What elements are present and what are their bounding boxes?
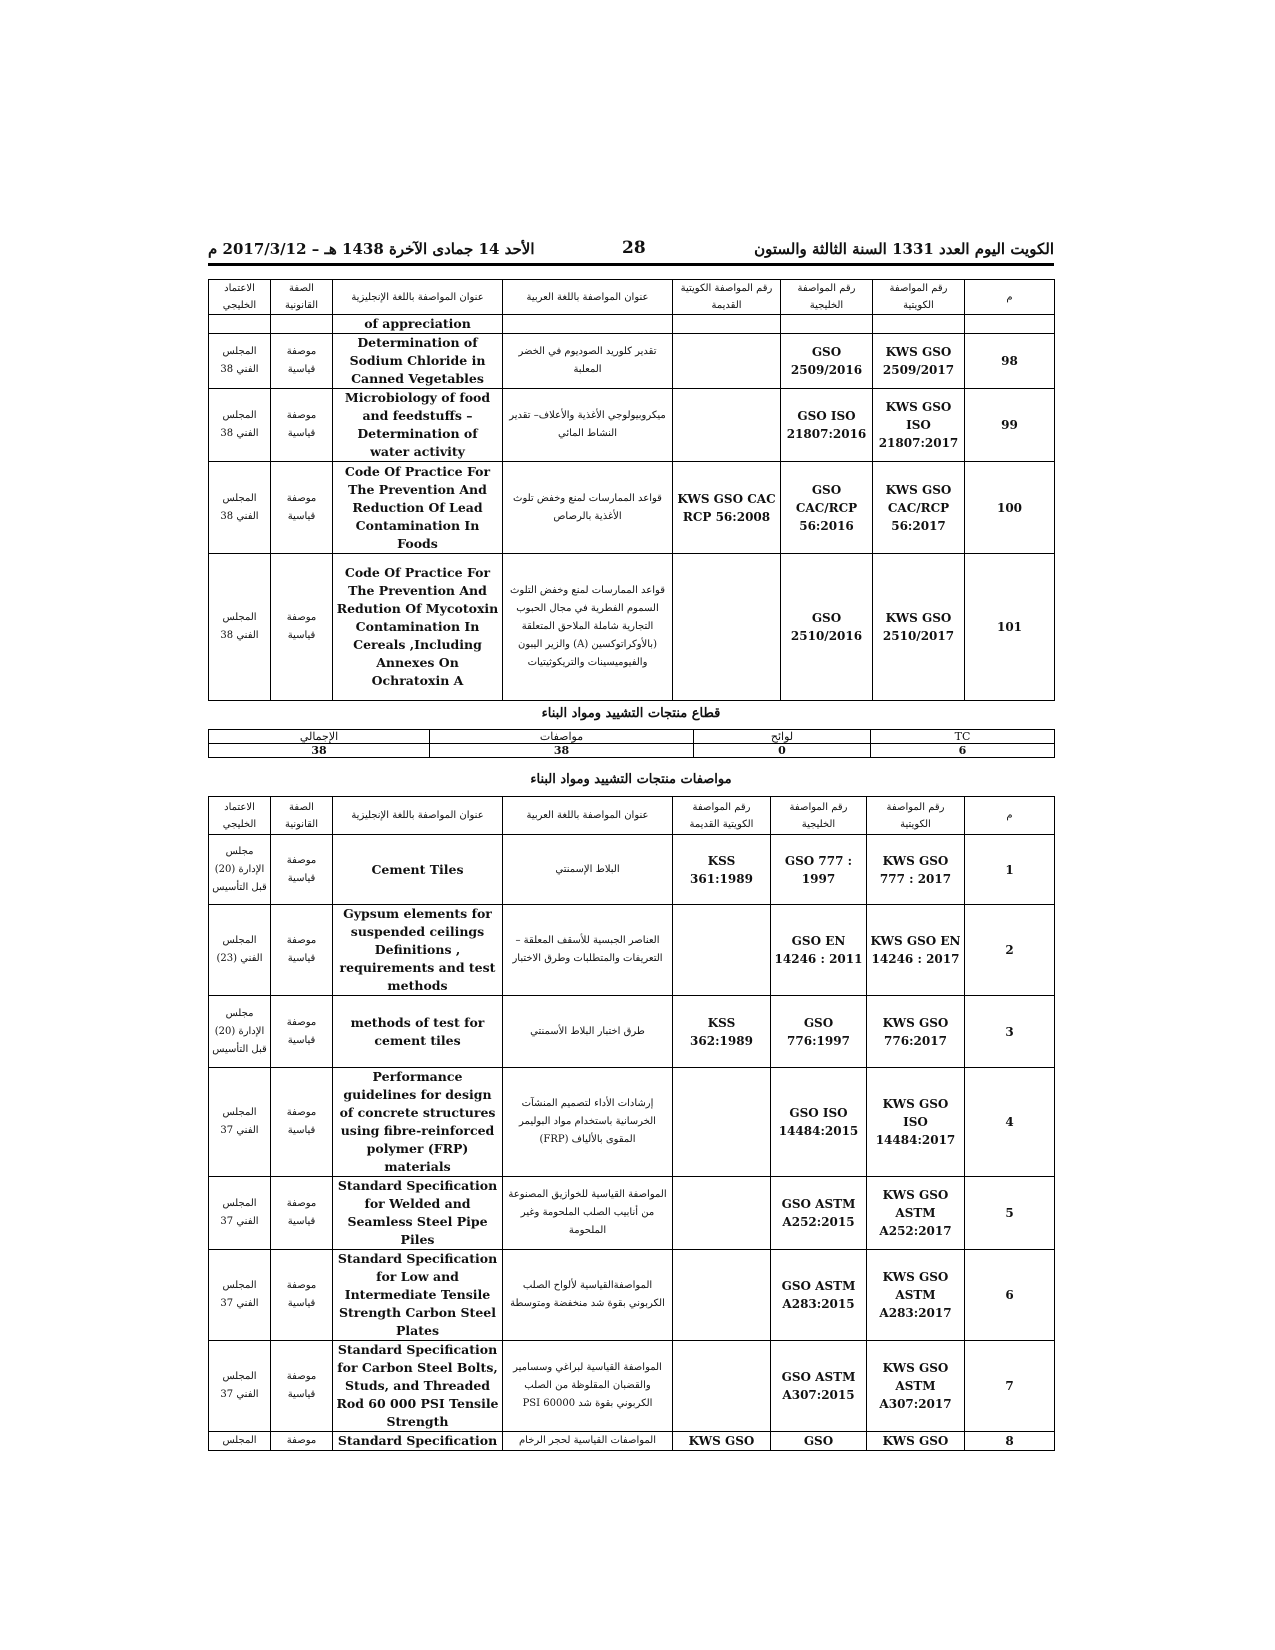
cell-en-title: Cement Tiles [333,835,503,905]
cell-old-kuwaiti: KWS GSO CAC RCP 56:2008 [673,462,781,554]
cell-kuwaiti: KWS GSO ASTM A307:2017 [867,1341,965,1432]
cell-num: 7 [965,1341,1055,1432]
cell-approval: مجلس الإدارة (20) قبل التأسيس [209,996,271,1068]
cell-ar-title: المواصفات القياسية لحجر الرخام [503,1432,673,1451]
header-publication: الكويت اليوم العدد 1331 السنة الثالثة والستون [754,240,1054,258]
cell-old-kuwaiti [673,389,781,462]
cell-num: 1 [965,835,1055,905]
cell-kuwaiti: KWS GSO [867,1432,965,1451]
cell-old-kuwaiti: KWS GSO [673,1432,771,1451]
col-header-en-title: عنوان المواصفة باللغة الإنجليزية [333,280,503,315]
header-rule [208,263,1054,266]
cell-legal: موصفة قياسية [271,835,333,905]
cell-gulf: GSO ISO 21807:2016 [781,389,873,462]
cell-legal: موصفة قياسية [271,1068,333,1177]
cell-gulf: GSO 777 : 1997 [771,835,867,905]
cell-num: 99 [965,389,1055,462]
cell-kuwaiti: KWS GSO ISO 14484:2017 [867,1068,965,1177]
cell-en-title: of appreciation [333,315,503,334]
col-header-gulf: رقم المواصفة الخليجية [771,797,867,835]
table-row [209,315,1055,334]
cell-ar-title: قواعد الممارسات لمنع وخفض تلوث الأغذية بالرصاص [503,462,673,554]
cell-num: 4 [965,1068,1055,1177]
cell-kuwaiti: KWS GSO ASTM A283:2017 [867,1250,965,1341]
cell-en-title: Performance guidelines for design of concrete structures using fibre-reinforced polymer (FRP) materials [333,1068,503,1177]
table-row [209,905,1055,996]
table-row [209,389,1055,462]
cell-ar-title: البلاط الإسمنتي [503,835,673,905]
cell-legal: موصفة قياسية [271,1250,333,1341]
cell-legal: موصفة قياسية [271,905,333,996]
cell-ar-title: المواصفة القياسية لبراغي وسسامير والقضبان المقلوظة من الصلب الكربوني بقوة شد PSI 60000 [503,1341,673,1432]
table-row [209,1068,1055,1177]
standards-table-food [208,279,1055,701]
col-header-kuwaiti: رقم المواصفة الكويتية [867,797,965,835]
cell-ar-title: إرشادات الأداء لتصميم المنشآت الخرسانية باستخدام مواد البوليمر المقوى بالألياف (FRP) [503,1068,673,1177]
cell-kuwaiti: KWS GSO 2510/2017 [873,554,965,701]
col-header-ar-title: عنوان المواصفة باللغة العربية [503,280,673,315]
cell-gulf: GSO ASTM A283:2015 [771,1250,867,1341]
table-row [209,1341,1055,1432]
cell-kuwaiti: KWS GSO CAC/RCP 56:2017 [873,462,965,554]
cell-ar-title [503,315,673,334]
cell-old-kuwaiti [673,1068,771,1177]
cell-num: 5 [965,1177,1055,1250]
cell-kuwaiti [873,315,965,334]
cell-old-kuwaiti: KSS 362:1989 [673,996,771,1068]
table-row [209,1432,1055,1451]
table-row [209,462,1055,554]
col-header-en-title: عنوان المواصفة باللغة الإنجليزية [333,797,503,835]
col-header-ar-title: عنوان المواصفة باللغة العربية [503,797,673,835]
cell-approval: المجلس [209,1432,271,1451]
cell-approval: المجلس الفني 38 [209,462,271,554]
cell-old-kuwaiti [673,1250,771,1341]
cell-num [965,315,1055,334]
cell-gulf: GSO 2509/2016 [781,334,873,389]
cell-num: 3 [965,996,1055,1068]
col-header-legal: الصفة القانونية [271,797,333,835]
cell-kuwaiti: KWS GSO 776:2017 [867,996,965,1068]
cell-approval: المجلس الفني 37 [209,1341,271,1432]
summary-regs-label: لوائح [694,730,871,744]
summary-specs-label: مواصفات [430,730,694,744]
cell-num: 8 [965,1432,1055,1451]
cell-ar-title: طرق اختبار البلاط الأسمنتي [503,996,673,1068]
header-page-number: 28 [622,238,646,258]
header-date: الأحد 14 جمادى الآخرة 1438 هـ – 2017/3/12 م [208,240,535,258]
cell-gulf: GSO 776:1997 [771,996,867,1068]
table-row [209,334,1055,389]
cell-en-title: Standard Specification for Welded and Seamless Steel Pipe Piles [333,1177,503,1250]
cell-old-kuwaiti [673,1177,771,1250]
cell-gulf [781,315,873,334]
cell-legal: موصفة [271,1432,333,1451]
cell-legal: موصفة قياسية [271,462,333,554]
table-header-row [209,797,1055,835]
cell-en-title: Code Of Practice For The Prevention And Reduction Of Lead Contamination In Foods [333,462,503,554]
summary-total-value: 38 [209,744,430,758]
cell-en-title: Determination of Sodium Chloride in Canned Vegetables [333,334,503,389]
col-header-old-kuwaiti: رقم المواصفة الكويتية القديمة [673,797,771,835]
summary-value-row [209,744,1055,758]
summary-regs-value: 0 [694,744,871,758]
summary-tc-label: TC [871,730,1055,744]
cell-gulf: GSO 2510/2016 [781,554,873,701]
cell-legal: موصفة قياسية [271,1341,333,1432]
cell-en-title: Gypsum elements for suspended ceilings Definitions , requirements and test methods [333,905,503,996]
cell-ar-title: قواعد الممارسات لمنع وخفض التلوث السموم الفطرية في مجال الحبوب التجارية شاملة الملاحق المتعلقة (بالأوكراتوكسين (A) والزير اليبون والفيوميسينات والتريكوثيتيات [503,554,673,701]
cell-en-title: methods of test for cement tiles [333,996,503,1068]
summary-label-row [209,730,1055,744]
cell-num: 98 [965,334,1055,389]
cell-kuwaiti: KWS GSO EN 14246 : 2017 [867,905,965,996]
cell-en-title: Standard Specification for Carbon Steel Bolts, Studs, and Threaded Rod 60 000 PSI Tensile Strength [333,1341,503,1432]
summary-table [208,729,1055,758]
cell-gulf: GSO CAC/RCP 56:2016 [781,462,873,554]
cell-ar-title: المواصفةالقياسية لألواح الصلب الكربوني بقوة شد منخفضة ومتوسطة [503,1250,673,1341]
cell-legal [271,315,333,334]
cell-gulf: GSO ISO 14484:2015 [771,1068,867,1177]
summary-total-label: الإجمالي [209,730,430,744]
cell-legal: موصفة قياسية [271,554,333,701]
cell-ar-title: المواصفة القياسية للخوازيق المصنوعة من أنابيب الصلب الملحومة وغير الملحومة [503,1177,673,1250]
col-header-kuwaiti: رقم المواصفة الكويتية [873,280,965,315]
cell-en-title: Standard Specification [333,1432,503,1451]
col-header-approval: الاعتماد الخليجي [209,280,271,315]
cell-en-title: Code Of Practice For The Prevention And Redution Of Mycotoxin Contamination In Cereals ,Including Annexes On Ochratoxin A [333,554,503,701]
cell-num: 2 [965,905,1055,996]
cell-legal: موصفة قياسية [271,389,333,462]
table-header-row [209,280,1055,315]
cell-ar-title: ميكروبيولوجي الأغذية والأعلاف– تقدير النشاط المائي [503,389,673,462]
cell-old-kuwaiti [673,315,781,334]
cell-legal: موصفة قياسية [271,996,333,1068]
cell-old-kuwaiti [673,905,771,996]
cell-en-title: Microbiology of food and feedstuffs – Determination of water activity [333,389,503,462]
standards-table-construction [208,796,1055,1451]
cell-ar-title: تقدير كلوريد الصوديوم في الخضر المعلبة [503,334,673,389]
cell-approval: المجلس الفني (23) [209,905,271,996]
cell-old-kuwaiti [673,334,781,389]
cell-legal: موصفة قياسية [271,334,333,389]
col-header-legal: الصفة القانونية [271,280,333,315]
cell-approval: المجلس الفني 38 [209,334,271,389]
cell-approval: المجلس الفني 37 [209,1068,271,1177]
cell-kuwaiti: KWS GSO 2509/2017 [873,334,965,389]
cell-approval: المجلس الفني 37 [209,1177,271,1250]
cell-approval: مجلس الإدارة (20) قبل التأسيس [209,835,271,905]
cell-en-title: Standard Specification for Low and Intermediate Tensile Strength Carbon Steel Plates [333,1250,503,1341]
col-header-old-kuwaiti: رقم المواصفة الكويتية القديمة [673,280,781,315]
cell-ar-title: العناصر الجبسية للأسقف المعلقة – التعريفات والمتطلبات وطرق الاختبار [503,905,673,996]
cell-kuwaiti: KWS GSO ASTM A252:2017 [867,1177,965,1250]
cell-gulf: GSO [771,1432,867,1451]
cell-kuwaiti: KWS GSO ISO 21807:2017 [873,389,965,462]
table-row [209,1250,1055,1341]
cell-old-kuwaiti [673,1341,771,1432]
cell-approval: المجلس الفني 37 [209,1250,271,1341]
cell-num: 6 [965,1250,1055,1341]
section-title-specs: مواصفات منتجات التشييد ومواد البناء [530,772,732,787]
cell-approval: المجلس الفني 38 [209,554,271,701]
cell-kuwaiti: KWS GSO 777 : 2017 [867,835,965,905]
summary-specs-value: 38 [430,744,694,758]
col-header-approval: الاعتماد الخليجي [209,797,271,835]
summary-tc-value: 6 [871,744,1055,758]
table-row [209,554,1055,701]
cell-num: 101 [965,554,1055,701]
cell-old-kuwaiti [673,554,781,701]
table-row [209,1177,1055,1250]
col-header-num: م [965,280,1055,315]
cell-gulf: GSO ASTM A307:2015 [771,1341,867,1432]
cell-old-kuwaiti: KSS 361:1989 [673,835,771,905]
col-header-gulf: رقم المواصفة الخليجية [781,280,873,315]
section-title-construction: قطاع منتجات التشييد ومواد البناء [541,706,721,721]
cell-num: 100 [965,462,1055,554]
cell-legal: موصفة قياسية [271,1177,333,1250]
table-row [209,835,1055,905]
page-header [208,236,1054,266]
cell-gulf: GSO EN 14246 : 2011 [771,905,867,996]
table-row [209,996,1055,1068]
cell-approval [209,315,271,334]
col-header-num: م [965,797,1055,835]
cell-approval: المجلس الفني 38 [209,389,271,462]
cell-gulf: GSO ASTM A252:2015 [771,1177,867,1250]
